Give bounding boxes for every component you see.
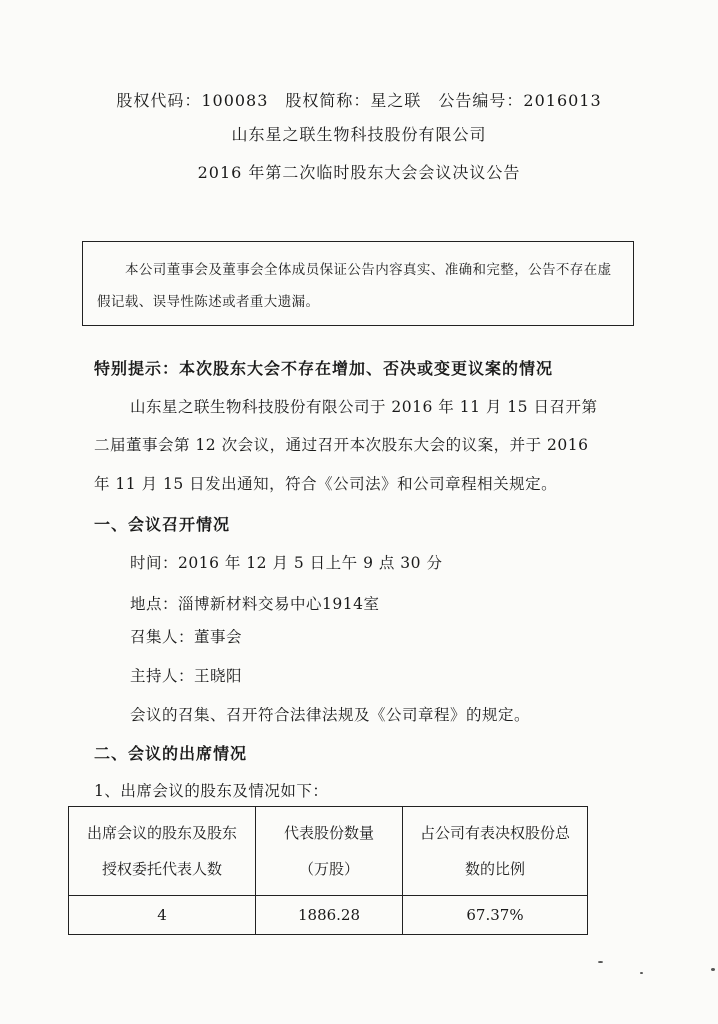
meeting-convener: 召集人：董事会 (130, 628, 243, 646)
scan-speck (598, 961, 603, 963)
meeting-time: 时间：2016 年 12 月 5 日上午 9 点 30 分 (130, 554, 443, 572)
cell-share-count: 1886.28 (256, 896, 403, 935)
intro-line-2: 二届董事会第 12 次会议，通过召开本次股东大会的议案，并于 2016 (94, 436, 589, 454)
table-row (69, 896, 588, 935)
attendance-intro: 1、出席会议的股东及情况如下： (94, 782, 329, 800)
header-share-count: 代表股份数量 （万股） (256, 807, 403, 896)
section-2-heading: 二、会议的出席情况 (94, 744, 248, 763)
announcement-code-line: 股权代码：100083 股权简称：星之联 公告编号：2016013 (116, 91, 602, 110)
intro-line-1: 山东星之联生物科技股份有限公司于 2016 年 11 月 15 日召开第 (130, 398, 598, 416)
cell-attendee-count: 4 (69, 896, 256, 935)
company-name: 山东星之联生物科技股份有限公司 (231, 125, 487, 144)
intro-line-3: 年 11 月 15 日发出通知，符合《公司法》和公司章程相关规定。 (94, 475, 558, 493)
cell-voting-ratio: 67.37% (403, 896, 588, 935)
special-tip: 特别提示：本次股东大会不存在增加、否决或变更议案的情况 (94, 359, 554, 378)
meeting-host: 主持人：王晓阳 (130, 667, 243, 685)
header-voting-ratio: 占公司有表决权股份总 数的比例 (403, 807, 588, 896)
scan-speck (711, 968, 715, 971)
announcement-title: 2016 年第二次临时股东大会会议决议公告 (197, 163, 521, 182)
disclaimer-box: 本公司董事会及董事会全体成员保证公告内容真实、准确和完整，公告不存在虚假记载、误导性陈述或者重大遗漏。 (82, 241, 634, 326)
scan-speck (640, 972, 643, 974)
attendance-table (68, 806, 588, 935)
compliance-statement: 会议的召集、召开符合法律法规及《公司章程》的规定。 (130, 706, 531, 724)
section-1-heading: 一、会议召开情况 (94, 515, 231, 534)
meeting-place: 地点：淄博新材料交易中心1914室 (130, 595, 380, 613)
header-attendee-count: 出席会议的股东及股东 授权委托代表人数 (69, 807, 256, 896)
table-header-row (69, 807, 588, 896)
